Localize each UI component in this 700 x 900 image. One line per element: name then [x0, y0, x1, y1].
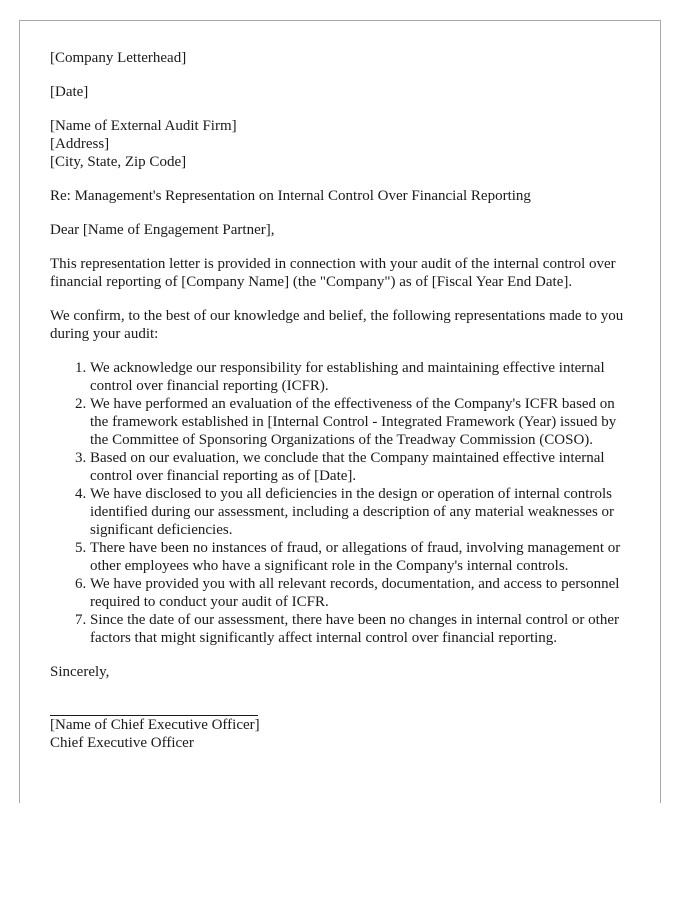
confirm-paragraph: We confirm, to the best of our knowledge and belief, the following representations made to you during your audit: [50, 308, 624, 342]
list-item: 3. Based on our evaluation, we conclude that the Company maintained effective internal control over financial reporting as of [Date]. [90, 449, 634, 485]
signatory-title: Chief Executive Officer [50, 735, 194, 751]
list-item: 1. We acknowledge our responsibility for establishing and maintaining effective internal control over financial reporting (ICFR). [90, 359, 634, 395]
signature-block [50, 716, 634, 752]
representations-list [50, 359, 634, 647]
letter-date: [Date] [50, 84, 89, 100]
list-item: 4. We have disclosed to you all deficiencies in the design or operation of internal controls identified during our assessment, including a description of any material weaknesses or significant deficiencies. [90, 485, 634, 539]
letter-subject: Re: Management's Representation on Internal Control Over Financial Reporting [50, 188, 531, 204]
recipient-address-block [50, 117, 634, 171]
recipient-city: [City, State, Zip Code] [50, 154, 187, 170]
signature-line [50, 703, 258, 716]
signatory-name: [Name of Chief Executive Officer] [50, 717, 260, 733]
list-item: 5. There have been no instances of fraud, or allegations of fraud, involving management or other employees who have a significant role in the Company's internal controls. [90, 539, 634, 575]
list-item: 6. We have provided you with all relevant records, documentation, and access to personnel required to conduct your audit of ICFR. [90, 575, 634, 611]
recipient-address: [Address] [50, 136, 110, 152]
salutation: Dear [Name of Engagement Partner], [50, 222, 275, 238]
closing: Sincerely, [50, 664, 110, 680]
list-item: 7. Since the date of our assessment, there have been no changes in internal control or other factors that might significantly affect internal control over financial reporting. [90, 611, 634, 647]
list-item: 2. We have performed an evaluation of the effectiveness of the Company's ICFR based on the framework established in [Internal Control - Integrated Framework (Year) issued by the Committee of Sponsoring Organizations of the Treadway Commission (COSO). [90, 395, 634, 449]
company-letterhead: [Company Letterhead] [50, 50, 187, 66]
recipient-firm: [Name of External Audit Firm] [50, 118, 237, 134]
intro-paragraph: This representation letter is provided in connection with your audit of the internal control over financial reporting of [Company Name] (the "Company") as of [Fiscal Year End Date]. [50, 256, 616, 290]
letter-page [19, 20, 661, 803]
